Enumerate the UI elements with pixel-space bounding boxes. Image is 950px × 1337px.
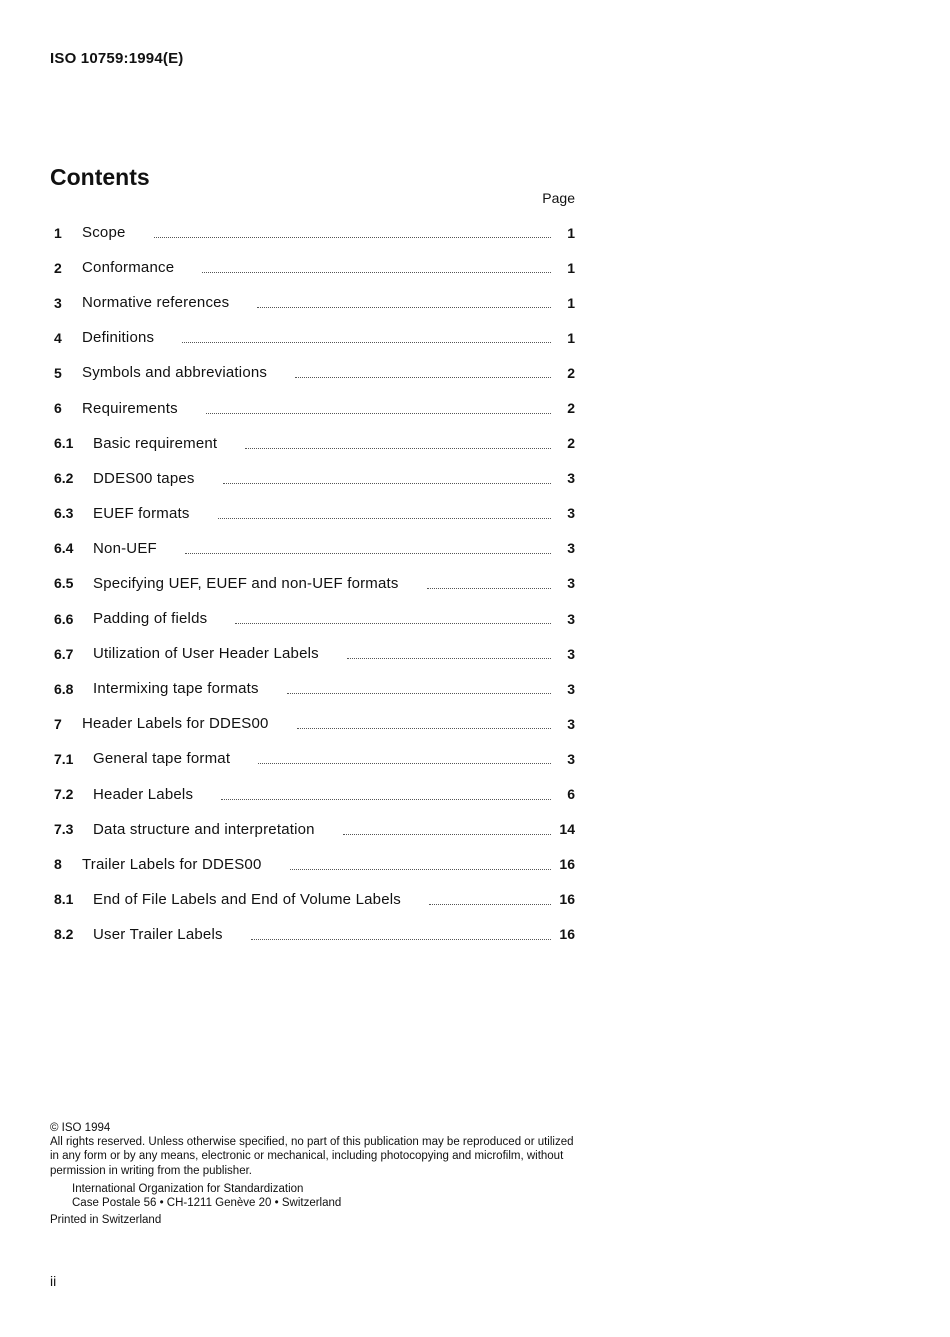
- toc-entry-page: 1: [567, 294, 575, 311]
- toc-entry[interactable]: [50, 671, 575, 706]
- toc-entry[interactable]: [50, 215, 575, 250]
- toc-entry-number: 6.2: [54, 470, 74, 487]
- toc-entry-page: 2: [567, 364, 575, 381]
- toc-entry-number: 6.7: [54, 645, 74, 662]
- dot-leader: [257, 307, 551, 308]
- dot-leader: [218, 518, 551, 519]
- toc-entry-title: Specifying UEF, EUEF and non-UEF formats: [93, 574, 399, 592]
- dot-leader: [295, 377, 551, 378]
- toc-entry[interactable]: [50, 706, 575, 741]
- toc-entry-title: Header Labels for DDES00: [82, 715, 269, 733]
- toc-entry[interactable]: [50, 917, 575, 952]
- toc-entry-page: 2: [567, 435, 575, 452]
- toc-entry-page: 3: [567, 715, 575, 732]
- toc-entry-number: 8.2: [54, 926, 74, 943]
- toc-entry-page: 3: [567, 610, 575, 627]
- dot-leader: [297, 728, 551, 729]
- toc-entry-page: 2: [567, 400, 575, 417]
- dot-leader: [290, 869, 551, 870]
- toc-entry-title: Trailer Labels for DDES00: [82, 855, 262, 873]
- toc-entry[interactable]: [50, 250, 575, 285]
- toc-entry-number: 1: [54, 224, 62, 241]
- toc-entry-number: 6.5: [54, 575, 74, 592]
- dot-leader: [343, 834, 551, 835]
- toc-entry-number: 8.1: [54, 891, 74, 908]
- dot-leader: [251, 939, 551, 940]
- toc-entry-number: 2: [54, 259, 62, 276]
- dot-leader: [182, 342, 551, 343]
- toc-entry-number: 8: [54, 856, 62, 873]
- toc-entry-title: End of File Labels and End of Volume Labels: [93, 890, 401, 908]
- toc-entry-number: 7.2: [54, 786, 74, 803]
- toc-entry-number: 6.6: [54, 610, 74, 627]
- dot-leader: [206, 413, 551, 414]
- toc-entry-number: 6.3: [54, 505, 74, 522]
- toc-entry[interactable]: [50, 777, 575, 812]
- toc-entry[interactable]: [50, 461, 575, 496]
- table-of-contents: [50, 215, 575, 952]
- toc-entry[interactable]: [50, 426, 575, 461]
- toc-entry-title: Padding of fields: [93, 610, 208, 628]
- toc-entry-title: Scope: [82, 224, 126, 242]
- toc-entry-title: Definitions: [82, 329, 155, 347]
- toc-entry[interactable]: [50, 636, 575, 671]
- toc-entry[interactable]: [50, 847, 575, 882]
- toc-entry[interactable]: [50, 566, 575, 601]
- printed-in: Printed in Switzerland: [50, 1214, 162, 1227]
- toc-entry[interactable]: [50, 285, 575, 320]
- toc-entry[interactable]: [50, 390, 575, 425]
- toc-entry[interactable]: [50, 741, 575, 776]
- toc-entry-number: 6.8: [54, 680, 74, 697]
- toc-entry[interactable]: [50, 882, 575, 917]
- dot-leader: [258, 763, 551, 764]
- dot-leader: [202, 272, 551, 273]
- toc-entry-title: Symbols and abbreviations: [82, 364, 268, 382]
- dot-leader: [221, 799, 551, 800]
- toc-entry-title: Data structure and interpretation: [93, 820, 315, 838]
- toc-entry-page: 16: [559, 856, 575, 873]
- toc-entry-page: 3: [567, 505, 575, 522]
- copyright-line: © ISO 1994: [50, 1122, 111, 1134]
- dot-leader: [235, 623, 551, 624]
- copyright-notice: [50, 1121, 580, 1227]
- toc-entry-page: 3: [567, 645, 575, 662]
- toc-entry-number: 6.4: [54, 540, 74, 557]
- toc-entry[interactable]: [50, 320, 575, 355]
- toc-entry-page: 3: [567, 680, 575, 697]
- toc-entry-title: Basic requirement: [93, 434, 218, 452]
- toc-entry-title: EUEF formats: [93, 504, 190, 522]
- toc-entry-page: 1: [567, 224, 575, 241]
- toc-entry-number: 7: [54, 715, 62, 732]
- toc-entry-title: Header Labels: [93, 785, 194, 803]
- toc-entry-page: 1: [567, 329, 575, 346]
- dot-leader: [427, 588, 551, 589]
- toc-entry-number: 6.1: [54, 435, 74, 452]
- toc-entry-page: 6: [567, 786, 575, 803]
- publisher-name: International Organization for Standardization: [72, 1182, 304, 1195]
- toc-entry-page: 14: [559, 821, 575, 838]
- toc-entry-page: 3: [567, 750, 575, 767]
- dot-leader: [185, 553, 551, 554]
- toc-entry-title: Intermixing tape formats: [93, 680, 259, 698]
- toc-entry-number: 7.3: [54, 821, 74, 838]
- toc-entry[interactable]: [50, 601, 575, 636]
- toc-entry-title: Conformance: [82, 259, 175, 277]
- page-number: ii: [50, 1273, 57, 1289]
- dot-leader: [347, 658, 551, 659]
- dot-leader: [154, 237, 551, 238]
- page-column-label: Page: [542, 190, 575, 206]
- toc-entry[interactable]: [50, 496, 575, 531]
- toc-entry[interactable]: [50, 531, 575, 566]
- dot-leader: [223, 483, 551, 484]
- toc-entry-number: 3: [54, 294, 62, 311]
- toc-entry-title: Non-UEF: [93, 539, 157, 557]
- toc-entry-title: Normative references: [82, 294, 230, 312]
- toc-entry-number: 7.1: [54, 750, 74, 767]
- publisher-block: [50, 1182, 580, 1210]
- dot-leader: [245, 448, 551, 449]
- contents-heading: Contents: [50, 164, 150, 190]
- toc-entry-page: 16: [559, 891, 575, 908]
- toc-entry-number: 4: [54, 329, 62, 346]
- toc-entry-number: 5: [54, 364, 62, 381]
- toc-entry[interactable]: [50, 355, 575, 390]
- toc-entry-page: 1: [567, 259, 575, 276]
- toc-entry-page: 3: [567, 540, 575, 557]
- publisher-address: Case Postale 56 • CH-1211 Genève 20 • Switzerland: [72, 1197, 342, 1210]
- toc-entry-number: 6: [54, 400, 62, 417]
- toc-entry-title: User Trailer Labels: [93, 925, 223, 943]
- rights-statement: All rights reserved. Unless otherwise specified, no part of this publication may be reproduced or utilized in any form or by any means, electronic or mechanical, including photocopying and microfilm, without permission in writing from the publisher.: [50, 1136, 574, 1177]
- toc-entry-title: Requirements: [82, 399, 178, 417]
- toc-entry[interactable]: [50, 812, 575, 847]
- toc-entry-page: 3: [567, 575, 575, 592]
- dot-leader: [429, 904, 551, 905]
- toc-entry-page: 3: [567, 470, 575, 487]
- toc-entry-page: 16: [559, 926, 575, 943]
- dot-leader: [287, 693, 551, 694]
- document-identifier: ISO 10759:1994(E): [50, 50, 184, 67]
- toc-entry-title: General tape format: [93, 750, 231, 768]
- toc-entry-title: Utilization of User Header Labels: [93, 645, 319, 663]
- toc-entry-title: DDES00 tapes: [93, 469, 195, 487]
